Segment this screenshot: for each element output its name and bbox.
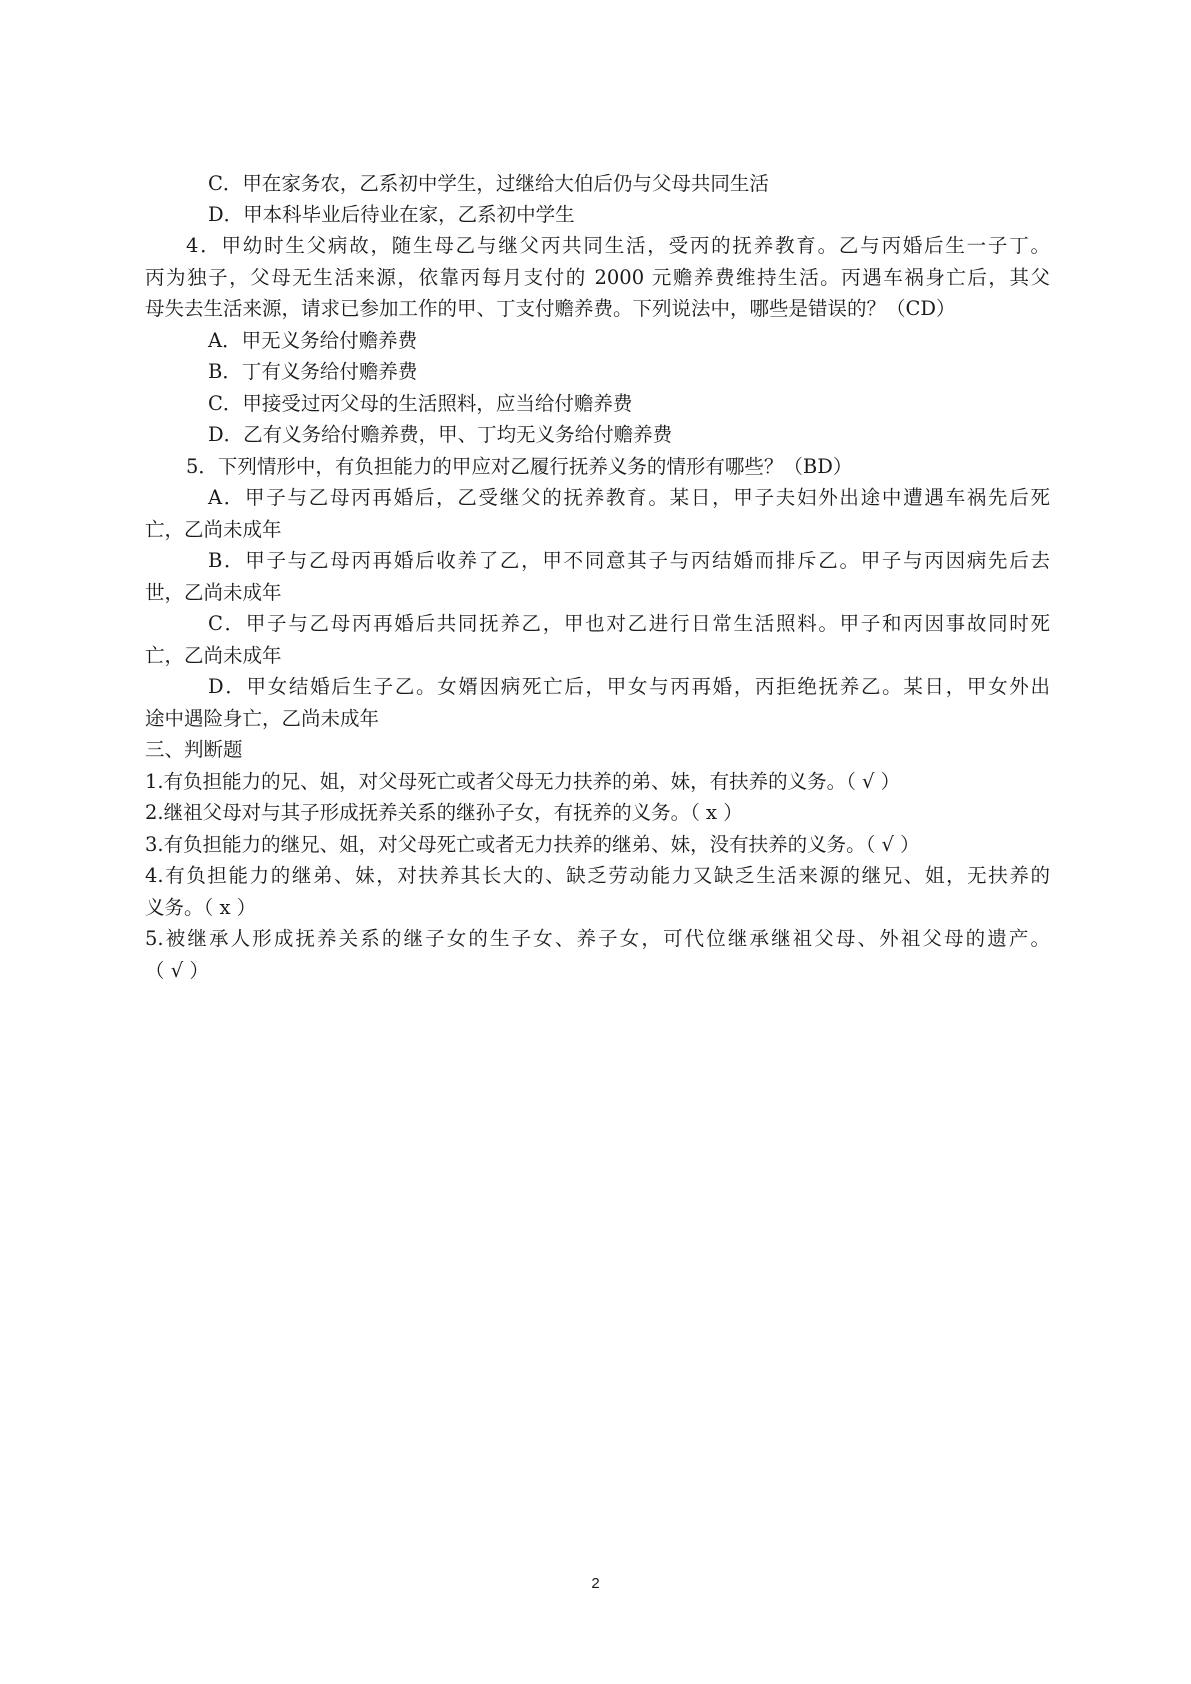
true-false-item-3: 3.有负担能力的继兄、姐，对父母死亡或者无力扶养的继弟、妹，没有扶养的义务。（ √ ）: [145, 833, 920, 856]
true-false-item-5-line-2: （ √ ）: [145, 959, 209, 982]
question-4-option-d: D．乙有义务给付赡养费，甲、丁均无义务给付赡养费: [208, 423, 673, 446]
question-4-option-b: B．丁有义务给付赡养费: [208, 360, 418, 383]
question-5-option-c-line-2: 亡，乙尚未成年: [145, 644, 282, 667]
question-4-option-c: C．甲接受过丙父母的生活照料，应当给付赡养费: [208, 392, 633, 415]
question-5-option-c-line-1: C．甲子与乙母丙再婚后共同抚养乙，甲也对乙进行日常生活照料。甲子和丙因事故同时死: [208, 612, 1050, 635]
question-4-option-a: A．甲无义务给付赡养费: [208, 329, 418, 352]
true-false-item-2: 2.继祖父母对与其子形成抚养关系的继孙子女，有抚养的义务。（ x ）: [145, 801, 743, 824]
prev-question-option-d: D．甲本科毕业后待业在家，乙系初中学生: [208, 203, 575, 226]
section-3-heading: 三、判断题: [145, 738, 243, 761]
question-5-option-b-line-2: 世，乙尚未成年: [145, 581, 282, 604]
question-5-option-d-line-1: D．甲女结婚后生子乙。女婿因病死亡后，甲女与丙再婚，丙拒绝抚养乙。某日，甲女外出: [208, 675, 1050, 698]
question-4-stem-line-3: 母失去生活来源，请求已参加工作的甲、丁支付赡养费。下列说法中，哪些是错误的？（CD）: [145, 297, 956, 320]
prev-question-option-c: C．甲在家务农，乙系初中学生，过继给大伯后仍与父母共同生活: [208, 172, 769, 195]
question-5-option-d-line-2: 途中遇险身亡，乙尚未成年: [145, 707, 380, 730]
true-false-item-4-line-1: 4.有负担能力的继弟、妹，对扶养其长大的、缺乏劳动能力又缺乏生活来源的继兄、姐，无扶养的: [145, 864, 1050, 887]
question-5-option-a-line-2: 亡，乙尚未成年: [145, 518, 282, 541]
page-number: 2: [591, 1575, 600, 1592]
true-false-item-5-line-1: 5.被继承人形成抚养关系的继子女的生子女、养子女，可代位继承继祖父母、外祖父母的遗产。: [145, 927, 1050, 950]
question-5-option-a-line-1: A．甲子与乙母丙再婚后，乙受继父的抚养教育。某日，甲子夫妇外出途中遭遇车祸先后死: [208, 486, 1050, 509]
true-false-item-1: 1.有负担能力的兄、姐，对父母死亡或者父母无力扶养的弟、妹，有扶养的义务。（ √ ）: [145, 770, 901, 793]
question-5-option-b-line-1: B．甲子与乙母丙再婚后收养了乙，甲不同意其子与丙结婚而排斥乙。甲子与丙因病先后去: [208, 549, 1050, 572]
question-4-stem-line-1: 4．甲幼时生父病故，随生母乙与继父丙共同生活，受丙的抚养教育。乙与丙婚后生一子丁。: [186, 234, 1050, 257]
question-5-stem: 5．下列情形中，有负担能力的甲应对乙履行抚养义务的情形有哪些？（BD）: [186, 455, 853, 478]
question-4-stem-line-2: 丙为独子，父母无生活来源，依靠丙每月支付的 2000 元赡养费维持生活。丙遇车祸身亡后，其父: [145, 266, 1050, 289]
true-false-item-4-line-2: 义务。（ x ）: [145, 896, 257, 919]
